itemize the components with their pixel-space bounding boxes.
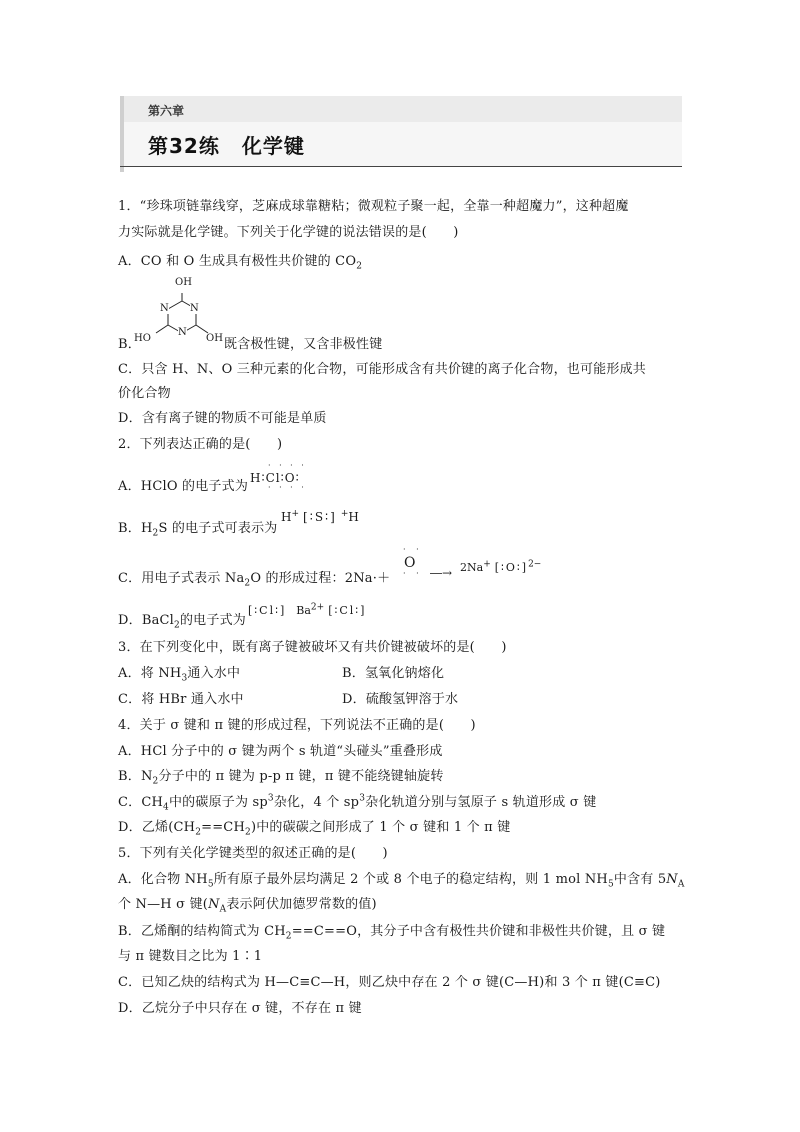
q4-b-pre: B．N xyxy=(118,769,153,784)
q2-b-rest: S 的电子式可表示为 xyxy=(158,521,278,536)
q4-c-mid: 中的碳原子为 sp xyxy=(168,795,268,810)
q2-d-sub: 2 xyxy=(174,620,180,631)
q4-c-sup2: 3 xyxy=(359,793,366,804)
q2-option-b xyxy=(118,521,277,537)
q2-c-sub: 2 xyxy=(244,578,251,589)
q2-option-d xyxy=(118,613,246,629)
q1-option-c-line1: C．只含 H、N、O 三种元素的化合物，可能形成含有共价键的离子化合物，也可能形成共 xyxy=(118,362,646,377)
q5-option-c: C．已知乙炔的结构式为 H—C≡C—H，则乙炔中存在 2 个 σ 键(C—H)和 3 个 π 键(C≡C) xyxy=(118,975,661,990)
q4-option-b xyxy=(118,769,444,785)
q4-c-mid2: 杂化，4 个 sp xyxy=(273,795,360,810)
exercise-number: 第32练 xyxy=(148,134,220,158)
q3-option-a xyxy=(118,666,240,682)
q5-option-b-line1 xyxy=(118,924,665,940)
q2-d-cl-left: [∶Cl∶] xyxy=(248,604,287,617)
chapter-header xyxy=(120,96,682,172)
q1-option-b-text: 既含极性键，又含非极性键 xyxy=(224,337,383,352)
q3-a-sub: 3 xyxy=(181,673,188,684)
q4-b-sub: 2 xyxy=(152,776,159,787)
q5-a1-na: N xyxy=(666,872,678,887)
q2-stem: 2．下列表达正确的是( ) xyxy=(118,437,283,452)
q5-b1-pre: B．乙烯酮的结构简式为 CH xyxy=(118,924,286,939)
q2-option-c xyxy=(118,571,390,587)
q1-option-a-text: A．CO 和 O 生成具有极性共价键的 CO xyxy=(118,254,357,269)
q5-a1-sub2: 5 xyxy=(607,879,614,890)
q2-c-product-na: 2Na xyxy=(460,561,484,574)
structure-oh-right: OH xyxy=(206,333,223,344)
page-title xyxy=(148,130,327,159)
structure-oh-top: OH xyxy=(175,277,192,288)
q2-option-a: A．HClO 的电子式为 xyxy=(118,479,249,494)
q4-d-sub2: 2 xyxy=(245,827,251,838)
q4-option-c xyxy=(118,795,596,811)
q4-stem: 4．关于 σ 键和 π 键的形成过程，下列说法不正确的是( ) xyxy=(118,718,476,733)
chapter-label: 第六章 xyxy=(148,104,185,118)
q5-option-b-line2: 与 π 键数目之比为 1∶1 xyxy=(118,949,263,964)
q2-a-formula: H∶Cl∶O∶ xyxy=(250,471,300,485)
q4-c-pre: C．CH xyxy=(118,795,164,810)
q2-c-oxygen: O xyxy=(404,555,416,571)
q2-b-h-right: H xyxy=(348,510,359,524)
bond-right-oh xyxy=(196,325,208,333)
q2-b-sup-right: + xyxy=(340,509,349,519)
q5-stem: 5．下列有关化学键类型的叙述正确的是( ) xyxy=(118,846,388,861)
q4-c-post: 杂化轨道分别与氢原子 s 轨道形成 σ 键 xyxy=(365,795,597,810)
q2-b-h-left: H xyxy=(281,510,292,524)
q2-b-text: B．H xyxy=(118,521,153,536)
q2-a-formula-dots-top: · · · · xyxy=(268,461,307,470)
q5-option-a-line1 xyxy=(118,872,685,888)
q2-d-formula xyxy=(248,604,366,617)
q3-option-b: B．氢氧化钠熔化 xyxy=(342,666,445,681)
q4-b-post: 分子中的 π 键为 p-p π 键，π 键不能绕键轴旋转 xyxy=(158,769,444,784)
q2-b-sub: 2 xyxy=(152,528,159,539)
q3-option-c: C．将 HBr 通入水中 xyxy=(118,692,244,707)
q2-c-text: C．用电子式表示 Na xyxy=(118,571,245,586)
q4-option-d xyxy=(118,820,510,836)
bond-left-oh xyxy=(156,325,168,333)
q2-c-arrow: ―→ xyxy=(430,566,453,580)
header-left-bar xyxy=(120,96,124,172)
q2-b-core: [∶S∶] xyxy=(303,510,337,524)
q5-option-d: D．乙烷分子中只存在 σ 键，不存在 π 键 xyxy=(118,1001,362,1016)
q4-d-mid: ==CH xyxy=(201,820,245,835)
q1-option-b-prefix: B． xyxy=(118,337,141,352)
q3-stem: 3．在下列变化中，既有离子键被破坏又有共价键被破坏的是( ) xyxy=(118,640,507,655)
q4-c-sup: 3 xyxy=(267,793,274,804)
q5-a2-post: 表示阿伏加德罗常数的值) xyxy=(226,897,377,912)
q2-b-formula xyxy=(281,510,359,524)
structure-n-bottom: N xyxy=(178,327,187,338)
q5-a2-na: N xyxy=(208,897,220,912)
q2-d-cl-right: [∶Cl∶] xyxy=(328,604,367,617)
q4-d-post: )中的碳碳之间形成了 1 个 σ 键和 1 个 π 键 xyxy=(250,820,511,835)
q5-a2-na-sub: A xyxy=(219,904,227,915)
q4-c-sub: 4 xyxy=(163,802,169,813)
q2-d-ba: Ba xyxy=(296,604,311,617)
q5-option-a-line2 xyxy=(118,897,377,913)
q1-option-a xyxy=(118,254,362,270)
q3-a-pre: A．将 NH xyxy=(118,666,182,681)
q1-option-d: D．含有离子键的物质不可能是单质 xyxy=(118,411,327,426)
structure-n-left: N xyxy=(160,303,169,314)
q5-a1-na-sub: A xyxy=(677,879,685,890)
q5-a2-pre: 个 N—H σ 键( xyxy=(118,897,209,912)
header-band-top xyxy=(120,96,682,122)
q1-option-a-sub: 2 xyxy=(356,261,363,272)
q2-b-sup-left: + xyxy=(291,509,300,519)
q2-d-ba-sup: 2+ xyxy=(310,602,325,613)
structure-n-right: N xyxy=(190,303,199,314)
q3-option-d: D．硫酸氢钾溶于水 xyxy=(342,692,459,707)
q2-c-product xyxy=(460,561,541,574)
q5-a1-mid: 所有原子最外层均满足 2 个或 8 个电子的稳定结构，则 1 mol NH xyxy=(213,872,608,887)
q2-c-product-sup: + xyxy=(483,559,491,570)
q2-c-rest: O 的形成过程：2Na·＋ xyxy=(250,571,391,586)
q3-a-post: 通入水中 xyxy=(187,666,241,681)
q1-stem-line2: 力实际就是化学键。下列关于化学键的说法错误的是( ) xyxy=(118,225,459,240)
q2-d-text: D．BaCl xyxy=(118,613,175,628)
q5-a1-sub: 5 xyxy=(207,879,214,890)
structure-ho-left: HO xyxy=(134,333,151,344)
q2-a-formula-dots-bottom: · · · · xyxy=(268,483,307,492)
q5-b1-sub: 2 xyxy=(285,931,292,942)
q2-c-product-charge: 2− xyxy=(528,559,542,570)
bond-ring-1 xyxy=(168,301,182,309)
q1-option-c-line2: 价化合物 xyxy=(118,386,171,401)
q2-c-oxygen-dots-bottom: · · xyxy=(403,569,423,578)
q2-c-oxygen-dots-top: · · xyxy=(403,545,423,554)
q2-c-product-core: [∶O∶] xyxy=(494,561,529,574)
q4-d-pre: D．乙烯(CH xyxy=(118,820,196,835)
q5-a1-pre: A．化合物 NH xyxy=(118,872,208,887)
q1-stem-line1: 1．“珍珠项链靠线穿，芝麻成球靠糖粘；微观粒子聚一起，全靠一种超魔力”，这种超魔 xyxy=(118,199,629,214)
q5-b1-post: ==C==O，其分子中含有极性共价键和非极性共价键，且 σ 键 xyxy=(291,924,666,939)
q4-d-sub: 2 xyxy=(195,827,202,838)
header-rule xyxy=(120,166,682,167)
q5-a1-mid2: 中含有 5 xyxy=(613,872,667,887)
q4-option-a: A．HCl 分子中的 σ 键为两个 s 轨道“头碰头”重叠形成 xyxy=(118,744,443,759)
q2-d-rest: 的电子式为 xyxy=(179,613,246,628)
exercise-topic: 化学键 xyxy=(241,134,305,158)
